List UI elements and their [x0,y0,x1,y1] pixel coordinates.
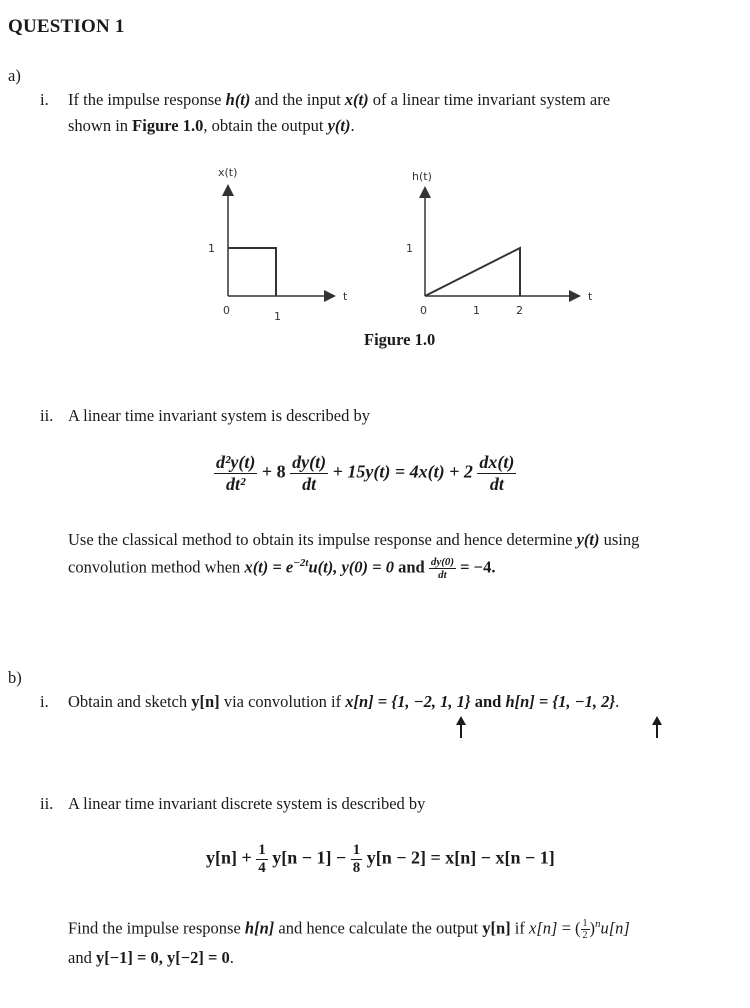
h-plot-xtick-0: 0 [420,304,427,317]
h-origin-arrow-icon [656,724,658,738]
b-i-numeral: i. [40,692,49,711]
x-plot-xlabel: t [343,290,348,303]
b-ii-intro: A linear time invariant discrete system is described by [68,794,426,813]
figure-1 [190,160,610,330]
a-ii-equation: $\frac{\text{d²y(t)}}{\text{dt²}}$ + 8 $\frac{dy(t)}{dt}$ + 15y(t) = 4x(t) + 2 $\frac{dx(t)}{dt}$ [216,452,515,494]
h-plot-xlabel: t [588,290,593,303]
b-i-text: Obtain and sketch y[n] via convolution if x[n] = {1, −2, 1, 1} and h[n] = {1, −1, 2}. [68,692,620,711]
a-i-line2: shown in Figure 1.0, obtain the output y(t). [68,116,355,135]
h-plot-ylabel: h(t) [412,170,432,183]
h-plot [406,170,593,317]
b-ii-numeral: ii. [40,794,54,813]
part-b-marker: b) [8,668,22,687]
b-ii-equation: y[n] + $\frac{1}{4}$ y[n − 1] − $\frac{1}{8}$ y[n − 2] = x[n] − x[n − 1] [206,842,555,876]
x-plot [208,166,348,323]
h-plot-ramp [425,248,520,296]
x-plot-pulse [228,248,276,296]
h-plot-xtick-2: 2 [516,304,523,317]
question-title: QUESTION 1 [8,16,125,37]
h-plot-ytick: 1 [406,242,413,255]
figure-caption: Figure 1.0 [364,330,436,349]
b-ii-line2: and y[−1] = 0, y[−2] = 0. [68,948,234,967]
x-plot-ytick: 1 [208,242,215,255]
a-ii-line1: Use the classical method to obtain its impulse response and hence determine y(t) using [68,530,640,549]
b-ii-line1: Find the impulse response h[n] and hence calculate the output y[n] if x[n] = ( $\frac{1}{2}$ )$^n$u[n] [68,918,630,942]
part-a-marker: a) [8,66,21,85]
a-ii-intro: A linear time invariant system is described by [68,406,370,425]
x-plot-xtick-0: 0 [223,304,230,317]
a-i-numeral: i. [40,90,49,109]
h-plot-xtick-1: 1 [473,304,480,317]
x-plot-xtick-1: 1 [274,310,281,323]
x-origin-arrow-icon [460,724,462,738]
a-ii-line2: convolution method when $x(t) = e^{-2t}u(t)$, y(0) = 0 and $\frac{dy(0)}{dt}$ = −4. [68,556,496,581]
x-plot-ylabel: x(t) [218,166,238,179]
a-ii-numeral: ii. [40,406,54,425]
a-i-line1: If the impulse response h(t) and the input x(t) of a linear time invariant system are [68,90,611,109]
